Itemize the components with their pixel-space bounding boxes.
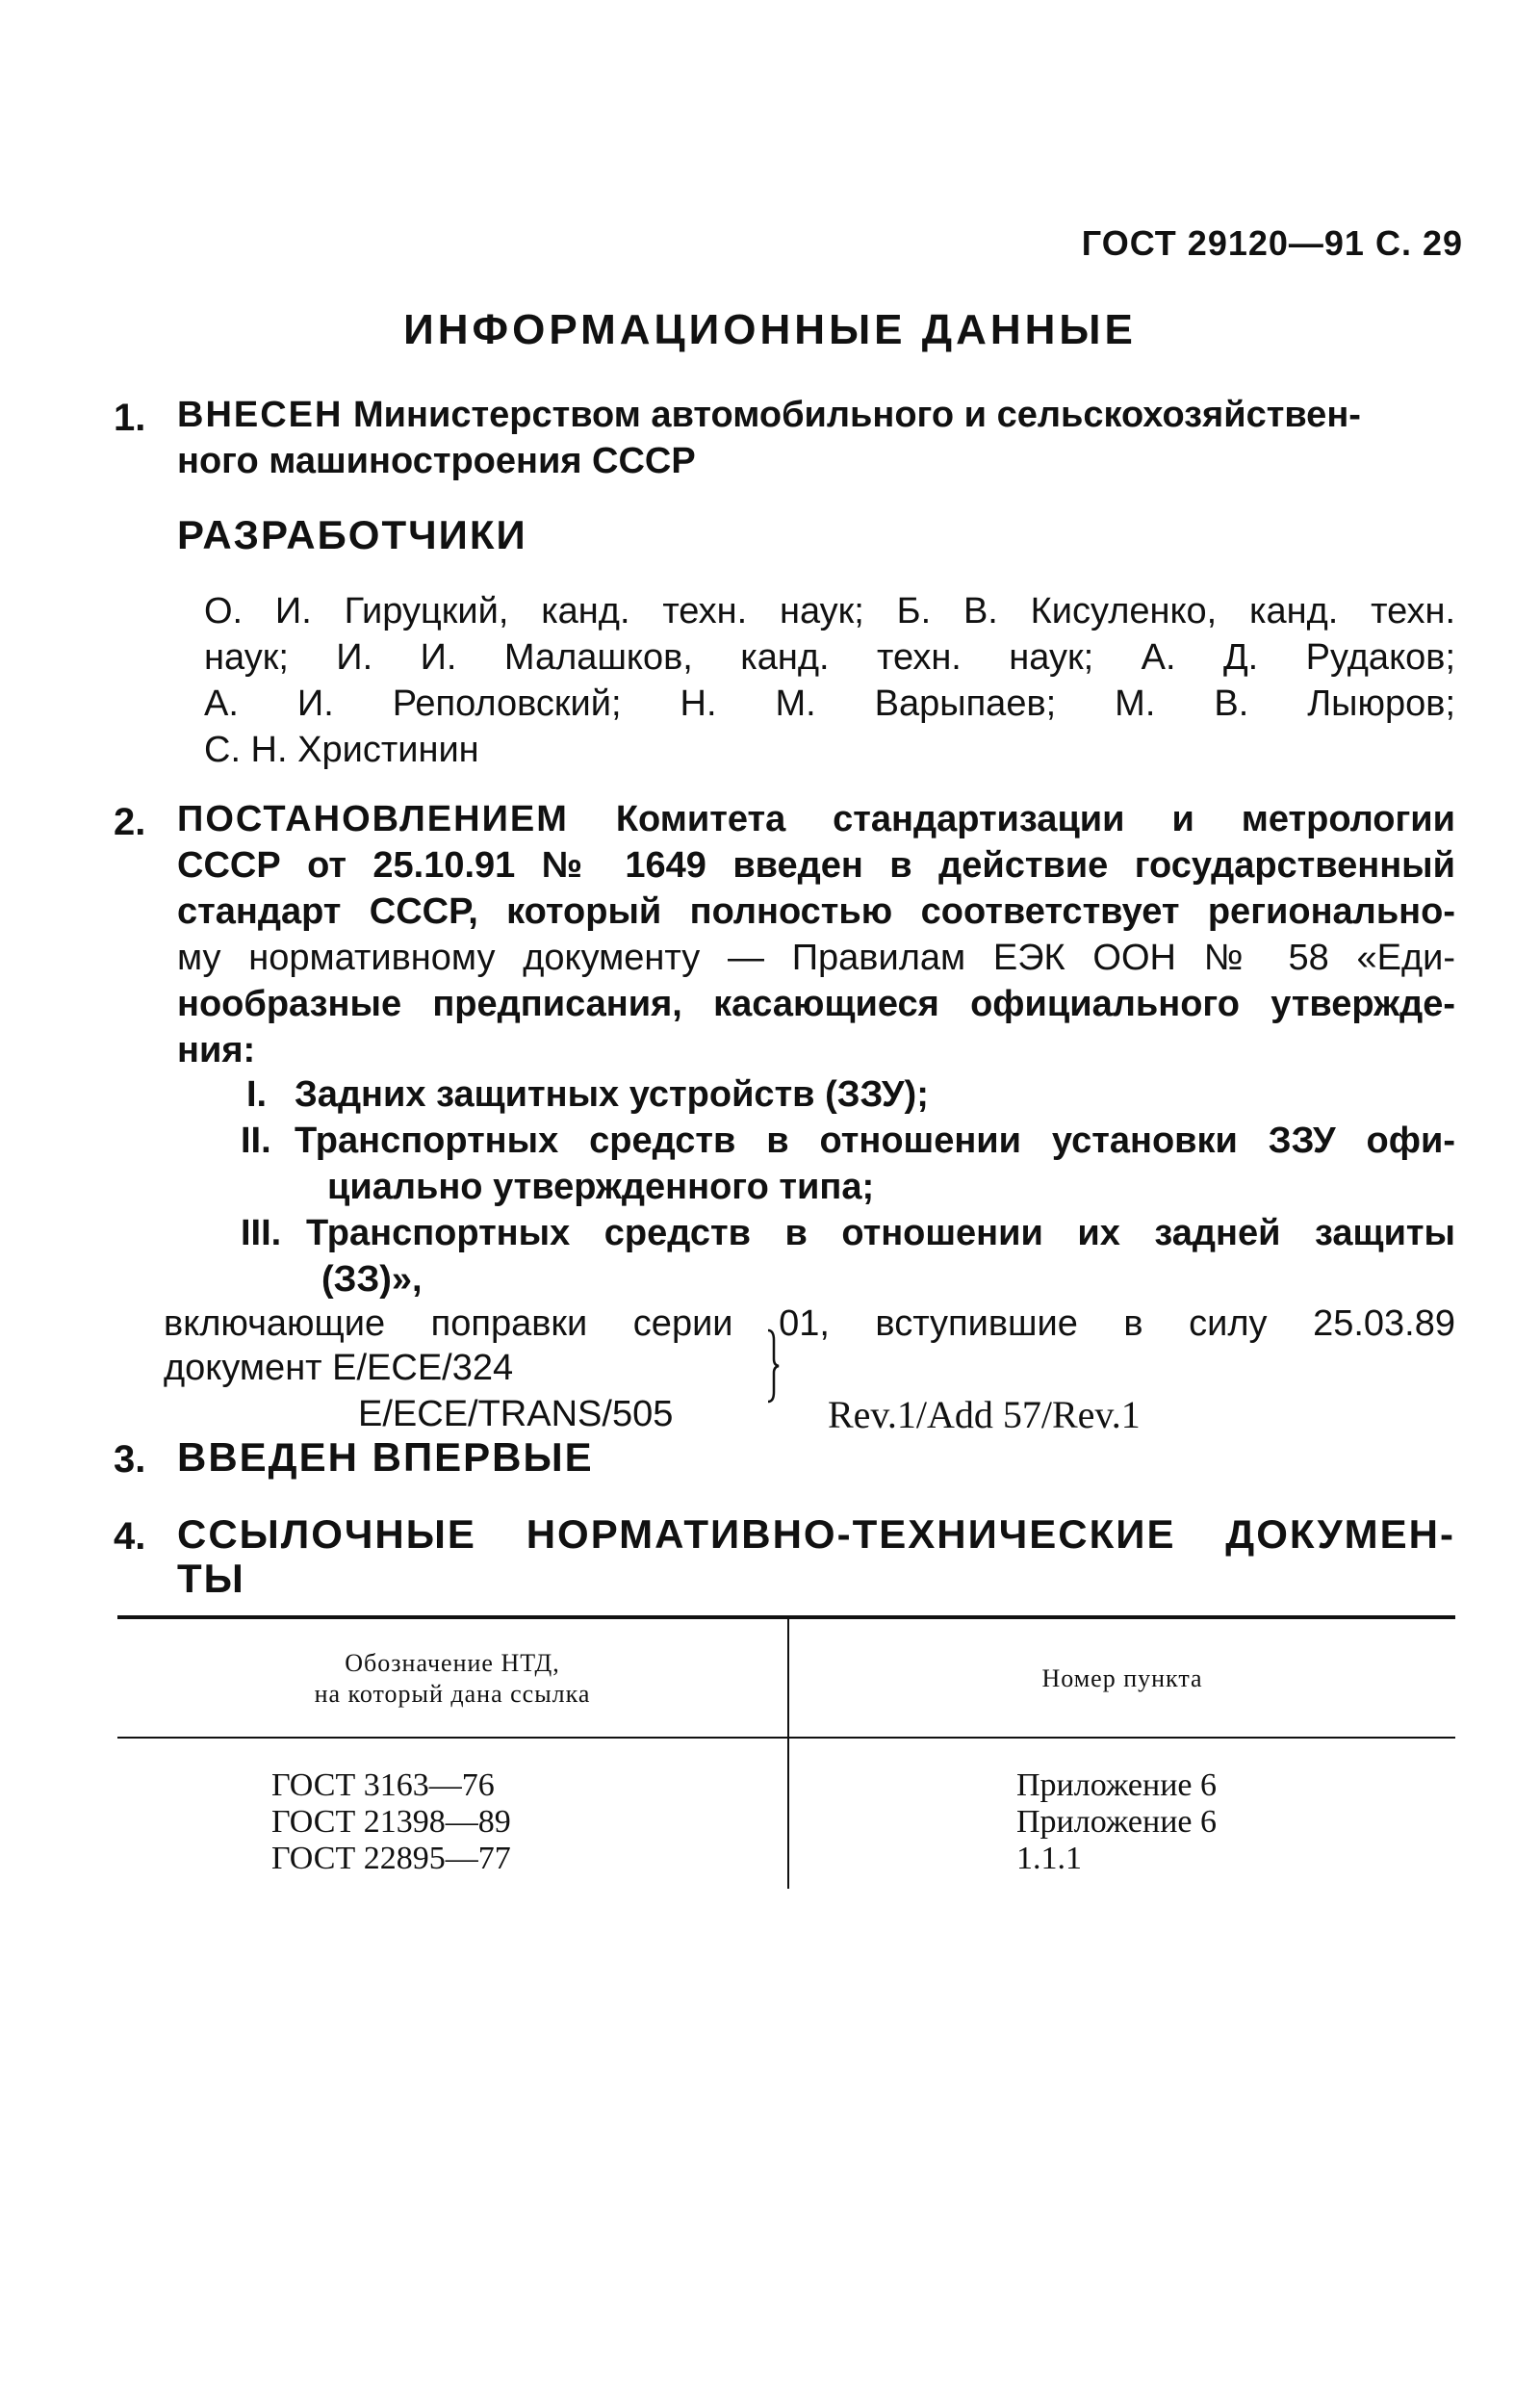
table-header-rule: [117, 1737, 1455, 1739]
document-line: E/ECE/TRANS/505: [358, 1394, 674, 1434]
developers-heading: РАЗРАБОТЧИКИ: [177, 512, 527, 557]
table-col-docs: [271, 1767, 511, 1877]
item-text: Транспортных средств в отношении установки ЗЗУ офи-: [295, 1121, 1455, 1161]
section-2-line-1: [177, 799, 1455, 840]
section-text: Министерством автомобильного и сельскохозяйствен-: [353, 395, 1361, 435]
item-text: циально утвержденного типа;: [327, 1167, 875, 1207]
table-col-refs: [1016, 1767, 1217, 1877]
table-row: 1.1.1: [1016, 1841, 1082, 1876]
table-header-col-1: Обозначение НТД, на который дана ссылка: [314, 1649, 591, 1708]
table-row: ГОСТ 22895—77: [271, 1841, 511, 1876]
section-2-line: му нормативному документу — Правилам ЕЭК ООН № 58 «Еди-: [177, 938, 1455, 978]
item-text: Транспортных средств в отношении их задней защиты: [306, 1213, 1455, 1253]
table-row: Приложение 6: [1016, 1804, 1217, 1840]
section-label: ВНЕСЕН: [177, 395, 344, 435]
section-2-line: ния:: [177, 1030, 256, 1070]
section-label: ПОСТАНОВЛЕНИЕМ: [177, 799, 569, 839]
table-row: Приложение 6: [1016, 1767, 1217, 1803]
section-2-line: нообразные предписания, касающиеся официального утвержде-: [177, 984, 1455, 1024]
section-4-heading: ССЫЛОЧНЫЕ НОРМАТИВНО-ТЕХНИЧЕСКИЕ ДОКУМЕН-: [177, 1511, 1455, 1557]
document-title: ИНФОРМАЦИОННЫЕ ДАННЫЕ: [403, 306, 1137, 353]
section-number: 1.: [114, 397, 146, 439]
page-header: ГОСТ 29120—91 С. 29: [1081, 223, 1463, 263]
revision-text: Rev.1/Add 57/Rev.1: [828, 1393, 1141, 1436]
table-header-col-2: Номер пункта: [1041, 1664, 1203, 1692]
section-2-line: СССР от 25.10.91 № 1649 введен в действие государственный: [177, 845, 1455, 886]
roman-numeral: II.: [241, 1121, 271, 1161]
developers-line: наук; И. И. Малашков, канд. техн. наук; А. Д. Рудаков;: [204, 637, 1455, 678]
section-number: 3.: [114, 1438, 146, 1481]
table-column-divider: [787, 1619, 789, 1889]
developers-line: О. И. Гируцкий, канд. техн. наук; Б. В. Кисуленко, канд. техн.: [204, 591, 1455, 631]
item-text: (ЗЗ)»,: [321, 1259, 423, 1300]
amendment-line: включающие поправки серии 01, вступившие в силу 25.03.89: [164, 1303, 1455, 1344]
table-row: ГОСТ 3163—76: [271, 1767, 495, 1803]
section-1-line-1: [177, 395, 1455, 436]
developers-line: А. И. Реполовский; Н. М. Варыпаев; М. В. Лыюров;: [204, 683, 1455, 724]
section-2-line: стандарт СССР, который полностью соответствует регионально-: [177, 891, 1455, 932]
table-top-rule: [117, 1615, 1455, 1619]
table-row: ГОСТ 21398—89: [271, 1804, 511, 1840]
roman-numeral: I.: [246, 1074, 268, 1115]
section-number: 2.: [114, 801, 146, 843]
developers-line: С. Н. Христинин: [204, 730, 479, 770]
item-text: Задних защитных устройств (ЗЗУ);: [295, 1074, 929, 1115]
section-number: 4.: [114, 1515, 146, 1558]
section-text: Комитета стандартизации и метрологии: [615, 799, 1455, 839]
section-3-heading: ВВЕДЕН ВПЕРВЫЕ: [177, 1434, 594, 1480]
roman-numeral: III.: [241, 1213, 282, 1253]
section-1-line-2: ного машиностроения СССР: [177, 441, 696, 481]
document-line: документ E/ECE/324: [164, 1348, 514, 1388]
curly-brace-icon: [766, 1328, 780, 1404]
section-4-heading-cont: ТЫ: [177, 1556, 245, 1601]
